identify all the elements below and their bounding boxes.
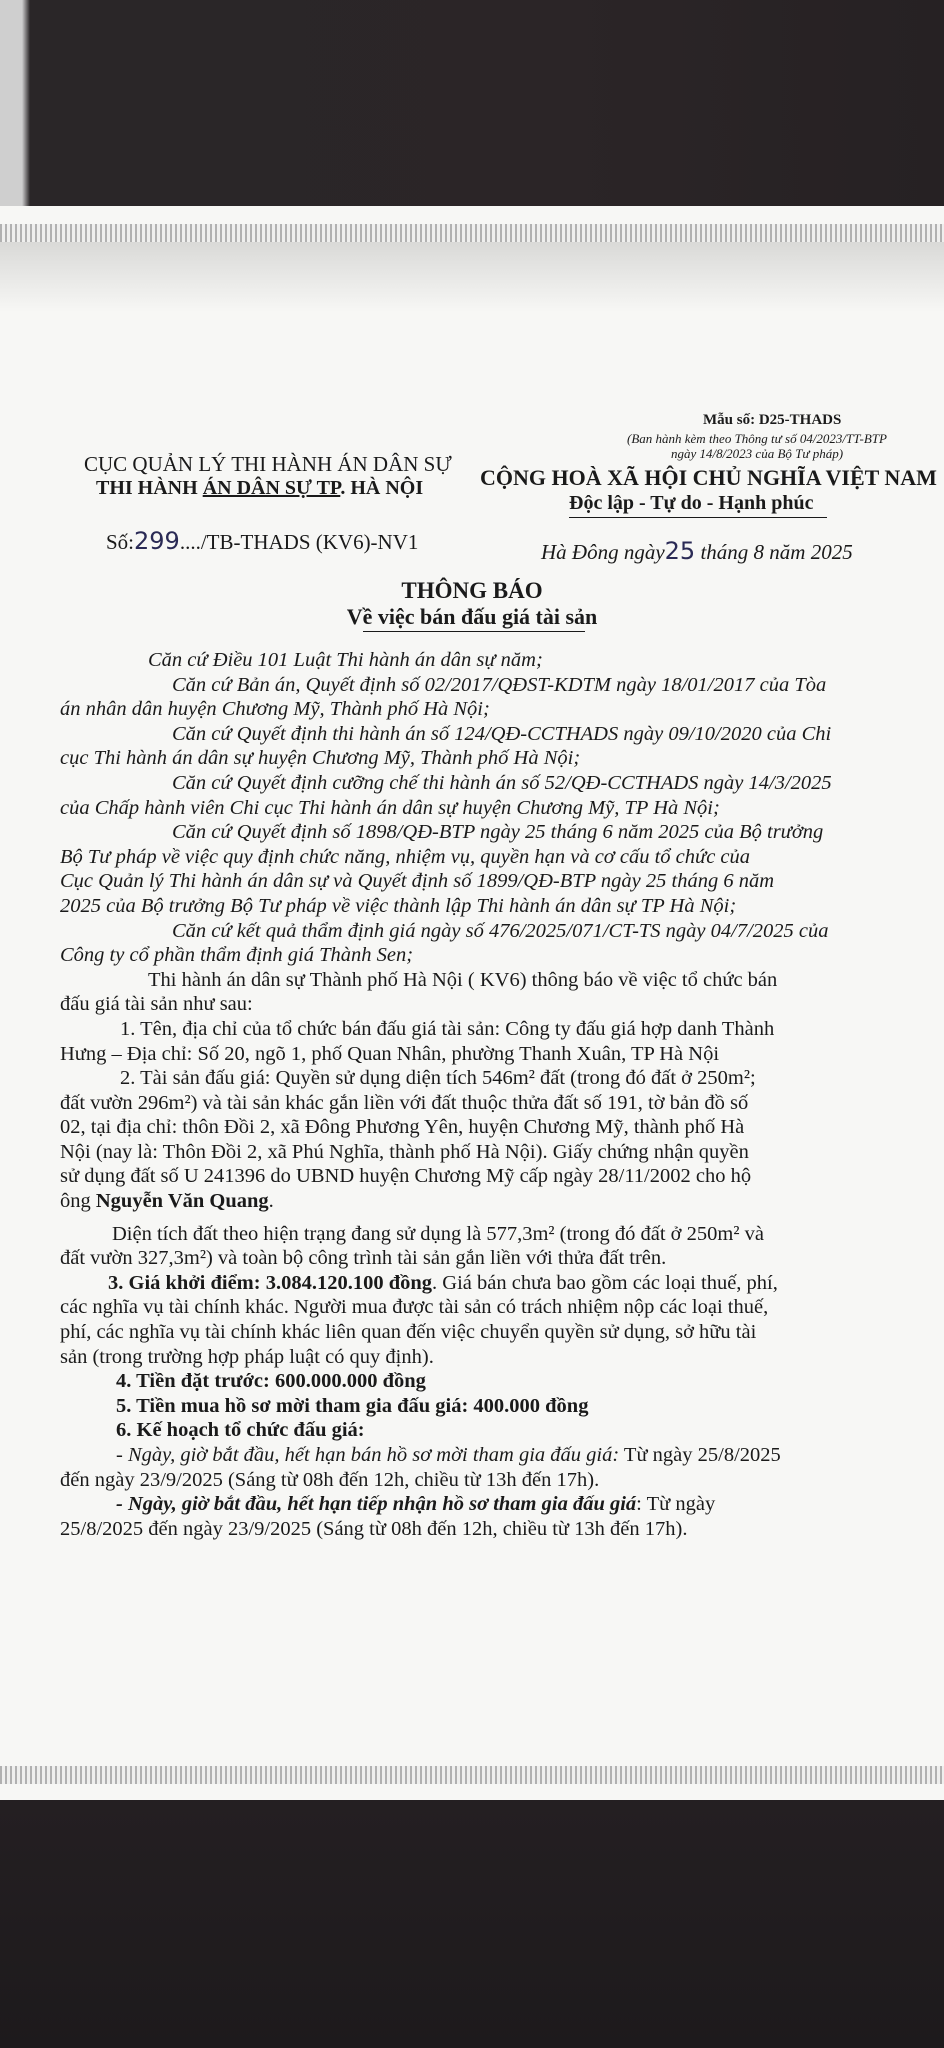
form-note	[592, 431, 922, 461]
dossier-fee-line: 5. Tiền mua hồ sơ mời tham gia đấu giá: 400.000 đồng	[116, 1394, 589, 1417]
page-subtitle: Về việc bán đấu giá tài sản	[346, 604, 598, 629]
motto-underline	[569, 517, 827, 518]
deposit-line: 4. Tiền đặt trước: 600.000.000 đồng	[116, 1370, 426, 1393]
perforation-bottom	[0, 1766, 944, 1784]
background-bottom	[0, 1800, 944, 2048]
form-note-line-1: (Ban hành kèm theo Thông tư số 04/2023/TT-BTP	[627, 431, 887, 446]
body-line: 2025 của Bộ trưởng Bộ Tư pháp về việc thành lập Thi hành án dân sự TP Hà Nội;	[60, 894, 737, 917]
agency-name-2c: . HÀ NỘI	[340, 477, 424, 499]
perforation-top	[0, 224, 944, 242]
doc-no-handwritten: 299	[134, 527, 180, 555]
body-line: đất vườn 327,3m²) và toàn bộ công trình tài sản gắn liền với thửa đất trên.	[60, 1247, 667, 1270]
agency-name-2	[96, 477, 423, 500]
body-line: 02, tại địa chỉ: thôn Đồi 2, xã Đông Phương Yên, huyện Chương Mỹ, thành phố Hà	[60, 1116, 745, 1139]
body-line: Căn cứ kết quả thẩm định giá ngày số 476/2025/071/CT-TS ngày 04/7/2025 của	[172, 919, 829, 942]
form-code: Mẫu số: D25-THADS	[703, 412, 842, 428]
paper-fold-shade	[0, 242, 944, 312]
body-line: Căn cứ Quyết định cưỡng chế thi hành án số 52/QĐ-CCTHADS ngày 14/3/2025	[172, 771, 832, 794]
body-line: các nghĩa vụ tài chính khác. Người mua được tài sản có trách nhiệm nộp các loại thuế,	[60, 1296, 769, 1319]
body-line: Thi hành án dân sự Thành phố Hà Nội ( KV6) thông báo về việc tổ chức bán	[148, 968, 778, 991]
agency-name-2a: THI HÀNH	[96, 477, 203, 499]
body-line: sản (trong trường hợp pháp luật có quy định).	[60, 1345, 434, 1368]
body-line: 1. Tên, địa chỉ của tổ chức bán đấu giá tài sản: Công ty đấu giá hợp danh Thành	[120, 1017, 775, 1040]
body-line	[60, 1271, 880, 1296]
starting-price-note: . Giá bán chưa bao gồm các loại thuế, phí,	[432, 1271, 778, 1294]
document-body	[60, 648, 880, 1541]
body-line	[60, 1443, 880, 1468]
body-line: Bộ Tư pháp về việc quy định chức năng, nhiệm vụ, quyền hạn và cơ cấu tổ chức của	[60, 845, 751, 868]
subtitle-underline	[363, 631, 585, 632]
body-line: Căn cứ Bản án, Quyết định số 02/2017/QĐST-KDTM ngày 18/01/2017 của Tòa	[172, 673, 827, 696]
owner-name: Nguyễn Văn Quang	[95, 1190, 269, 1213]
body-line: Cục Quản lý Thi hành án dân sự và Quyết định số 1899/QĐ-BTP ngày 25 tháng 6 năm	[60, 870, 775, 893]
auction-plan-heading: 6. Kế hoạch tổ chức đấu giá:	[116, 1419, 365, 1442]
body-line: cục Thi hành án dân sự huyện Chương Mỹ, Thành phố Hà Nội;	[60, 747, 581, 770]
body-line: đấu giá tài sản như sau:	[60, 993, 253, 1016]
doc-no-suffix: ..../TB-THADS (KV6)-NV1	[179, 530, 419, 554]
form-note-line-2: ngày 14/8/2023 của Bộ Tư pháp)	[670, 446, 844, 461]
body-line: Diện tích đất theo hiện trạng đang sử dụng là 577,3m² (trong đó đất ở 250m² và	[112, 1222, 764, 1245]
owner-prefix: ông	[60, 1190, 96, 1213]
body-line: Nội (nay là: Thôn Đồi 2, xã Phú Nghĩa, thành phố Hà Nội). Giấy chứng nhận quyền	[60, 1140, 749, 1163]
body-line: phí, các nghĩa vụ tài chính khác liên quan đến việc chuyển quyền sử dụng, sở hữu tài	[60, 1321, 757, 1344]
body-line: Hưng – Địa chỉ: Số 20, ngõ 1, phố Quan Nhân, phường Thanh Xuân, TP Hà Nội	[60, 1042, 720, 1065]
agency-name-1: CỤC QUẢN LÝ THI HÀNH ÁN DÂN SỰ	[84, 452, 452, 476]
agency-name-2b: ÁN DÂN SỰ TP	[202, 477, 341, 499]
background-top	[0, 0, 944, 206]
body-line: Căn cứ Quyết định số 1898/QĐ-BTP ngày 25 tháng 6 năm 2025 của Bộ trưởng	[172, 821, 824, 844]
date-suffix: tháng 8 năm 2025	[695, 540, 853, 564]
date-handwritten: 25	[664, 537, 696, 565]
body-line: Căn cứ Quyết định thi hành án số 124/QĐ-CCTHADS ngày 09/10/2020 của Chi	[172, 722, 832, 745]
body-line: sử dụng đất số U 241396 do UBND huyện Chương Mỹ cấp ngày 28/11/2002 cho hộ	[60, 1165, 752, 1188]
receipt-period-label: - Ngày, giờ bắt đầu, hết hạn tiếp nhận hồ sơ tham gia đấu giá	[116, 1493, 637, 1516]
date-prefix: Hà Đông ngày	[541, 540, 665, 564]
doc-no-prefix: Số:	[106, 530, 135, 554]
owner-suffix: .	[268, 1190, 274, 1213]
body-line	[60, 1492, 880, 1517]
body-line: của Chấp hành viên Chi cục Thi hành án dân sự huyện Chương Mỹ, TP Hà Nội;	[60, 796, 720, 819]
body-line: Căn cứ Điều 101 Luật Thi hành án dân sự năm;	[148, 649, 543, 671]
national-title: CỘNG HOÀ XÃ HỘI CHỦ NGHĨA VIỆT NAM	[480, 465, 937, 490]
page-title: THÔNG BÁO	[401, 578, 543, 603]
document-date	[541, 537, 853, 565]
body-line: Công ty cổ phần thẩm định giá Thành Sen;	[60, 944, 414, 967]
receipt-period-value: : Từ ngày	[636, 1493, 716, 1516]
starting-price: 3. Giá khởi điểm: 3.084.120.100 đồng	[108, 1271, 433, 1294]
body-line: đến ngày 23/9/2025 (Sáng từ 08h đến 12h, chiều từ 13h đến 17h).	[60, 1468, 600, 1491]
body-line	[60, 1189, 880, 1214]
sale-period-label: - Ngày, giờ bắt đầu, hết hạn bán hồ sơ mời tham gia đấu giá:	[116, 1444, 620, 1466]
sale-period-value: Từ ngày 25/8/2025	[619, 1444, 781, 1466]
body-line: 2. Tài sản đấu giá: Quyền sử dụng diện tích 546m² đất (trong đó đất ở 250m²;	[120, 1067, 756, 1090]
document-number	[106, 527, 418, 555]
body-line: án nhân dân huyện Chương Mỹ, Thành phố Hà Nội;	[60, 698, 490, 721]
body-line: đất vườn 296m²) và tài sản khác gắn liền với đất thuộc thửa đất số 191, tờ bản đồ số	[60, 1091, 749, 1114]
body-line: 25/8/2025 đến ngày 23/9/2025 (Sáng từ 08h đến 12h, chiều từ 13h đến 17h).	[60, 1517, 688, 1540]
national-motto: Độc lập - Tự do - Hạnh phúc	[569, 492, 814, 514]
